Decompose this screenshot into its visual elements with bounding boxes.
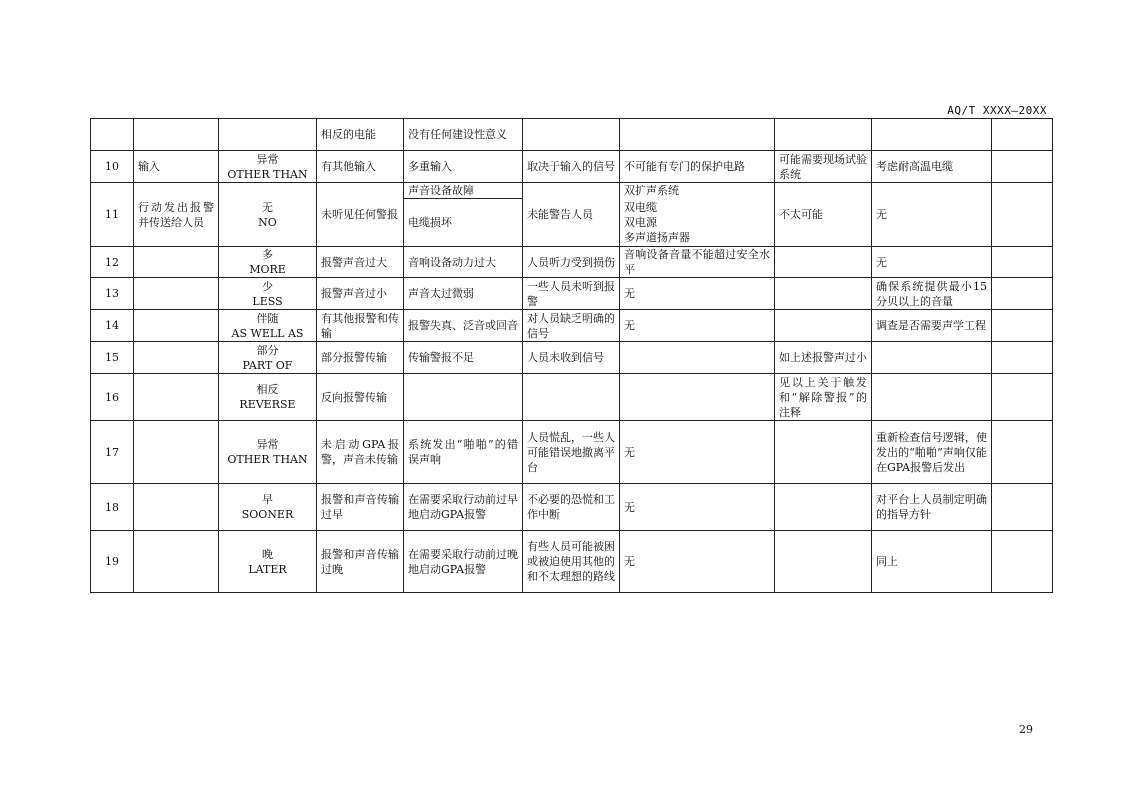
cell-no: 14 xyxy=(91,310,134,342)
cell-action: 确保系统提供最小15分贝以上的音量 xyxy=(872,278,992,310)
table-row xyxy=(91,119,1053,151)
cell-cause: 在需要采取行动前过晚地启动GPA报警 xyxy=(404,531,523,593)
guideword-cn: 多 xyxy=(262,248,273,261)
table-row xyxy=(91,342,1053,374)
cell-guideword xyxy=(219,484,317,531)
guideword-cn: 伴随 xyxy=(256,311,279,325)
cell-safeguard xyxy=(620,119,775,151)
cell-action xyxy=(872,342,992,374)
cell-element xyxy=(134,484,219,531)
cell-extra xyxy=(992,342,1053,374)
guideword-en: REVERSE xyxy=(239,398,296,411)
cell-deviation: 报警声音过大 xyxy=(317,247,404,278)
document-code: AQ/T XXXX—20XX xyxy=(947,104,1047,117)
cell-guideword xyxy=(219,421,317,484)
cell-action: 重新检查信号逻辑，使发出的“啪啪”声响仅能在GPA报警后发出 xyxy=(872,421,992,484)
cell-consequence xyxy=(523,374,620,421)
cell-element xyxy=(134,278,219,310)
cell-guideword xyxy=(219,119,317,151)
guideword-cn: 异常 xyxy=(256,438,279,451)
guideword-en: OTHER THAN xyxy=(227,453,308,466)
cell-action xyxy=(872,374,992,421)
cell-no: 19 xyxy=(91,531,134,593)
cell-no: 15 xyxy=(91,342,134,374)
cell-guideword xyxy=(219,310,317,342)
cell-deviation: 反向报警传输 xyxy=(317,374,404,421)
cell-guideword xyxy=(219,342,317,374)
guideword-en: NO xyxy=(258,215,277,229)
cell-extra xyxy=(992,531,1053,593)
guideword-en: LESS xyxy=(252,294,283,308)
cell-cause xyxy=(404,374,523,421)
cell-element xyxy=(134,342,219,374)
cell-element xyxy=(134,310,219,342)
cell-extra xyxy=(992,374,1053,421)
cell-comment: 见以上关于触发和“解除警报”的注释 xyxy=(775,374,872,421)
guideword-cn: 相反 xyxy=(256,383,279,396)
cell-safeguard: 音响设备音量不能超过安全水平 xyxy=(620,247,775,278)
table-row xyxy=(91,247,1053,278)
cell-action: 调查是否需要声学工程 xyxy=(872,310,992,342)
cell-extra xyxy=(992,278,1053,310)
cell-deviation: 有其他输入 xyxy=(317,151,404,183)
cell-comment xyxy=(775,531,872,593)
cell-cause: 传输警报不足 xyxy=(404,342,523,374)
guideword-en: PART OF xyxy=(242,358,293,372)
cell-comment xyxy=(775,278,872,310)
cell-cause: 声音太过微弱 xyxy=(404,278,523,310)
cell-no xyxy=(91,119,134,151)
cell-action: 对平台上人员制定明确的指导方针 xyxy=(872,484,992,531)
cell-deviation: 部分报警传输 xyxy=(317,342,404,374)
table-row xyxy=(91,151,1053,183)
guideword-en: MORE xyxy=(249,263,286,276)
guideword-cn: 晚 xyxy=(262,547,273,561)
guideword-cn: 早 xyxy=(262,493,273,506)
safeguard-line: 双电缆 xyxy=(624,200,657,214)
cell-safeguard-a: 双扩声系统 xyxy=(620,183,775,199)
guideword-cn: 少 xyxy=(262,279,273,293)
cell-safeguard xyxy=(620,342,775,374)
cell-comment: 不太可能 xyxy=(775,183,872,247)
cell-deviation: 有其他报警和传输 xyxy=(317,310,404,342)
cell-consequence: 取决于输入的信号 xyxy=(523,151,620,183)
cell-extra xyxy=(992,119,1053,151)
cell-consequence: 人员慌乱，一些人可能错误地撤离平台 xyxy=(523,421,620,484)
cell-guideword xyxy=(219,278,317,310)
cell-action xyxy=(872,119,992,151)
cell-extra xyxy=(992,421,1053,484)
cell-comment xyxy=(775,310,872,342)
cell-no: 12 xyxy=(91,247,134,278)
cell-action: 考虑耐高温电缆 xyxy=(872,151,992,183)
safeguard-line: 双电源 xyxy=(624,215,657,229)
cell-consequence: 人员听力受到损伤 xyxy=(523,247,620,278)
cell-consequence xyxy=(523,119,620,151)
cell-element: 输入 xyxy=(134,151,219,183)
cell-extra xyxy=(992,484,1053,531)
cell-element xyxy=(134,421,219,484)
cell-safeguard: 无 xyxy=(620,310,775,342)
guideword-cn: 部分 xyxy=(256,343,279,357)
cell-safeguard: 无 xyxy=(620,278,775,310)
cell-comment xyxy=(775,484,872,531)
cell-comment: 可能需要现场试验系统 xyxy=(775,151,872,183)
cell-consequence: 有些人员可能被困或被迫使用其他的和不太理想的路线 xyxy=(523,531,620,593)
cell-action: 无 xyxy=(872,247,992,278)
cell-consequence: 未能警告人员 xyxy=(523,183,620,247)
cell-deviation: 未启动GPA报警，声音未传输 xyxy=(317,421,404,484)
cell-safeguard xyxy=(620,374,775,421)
cell-extra xyxy=(992,151,1053,183)
cell-extra xyxy=(992,247,1053,278)
table-row xyxy=(91,421,1053,484)
cell-no: 13 xyxy=(91,278,134,310)
guideword-en: LATER xyxy=(248,562,287,576)
guideword-en: SOONER xyxy=(241,508,294,521)
cell-comment: 如上述报警声过小 xyxy=(775,342,872,374)
cell-cause: 系统发出“啪啪”的错误声响 xyxy=(404,421,523,484)
cell-comment xyxy=(775,119,872,151)
cell-deviation: 报警和声音传输过晚 xyxy=(317,531,404,593)
cell-deviation: 未听见任何警报 xyxy=(317,183,404,247)
page-number: 29 xyxy=(1019,723,1033,736)
cell-action: 同上 xyxy=(872,531,992,593)
cell-no: 17 xyxy=(91,421,134,484)
cell-cause: 没有任何建设性意义 xyxy=(404,119,523,151)
cell-consequence: 不必要的恐慌和工作中断 xyxy=(523,484,620,531)
cell-cause: 在需要采取行动前过早地启动GPA报警 xyxy=(404,484,523,531)
hazop-table xyxy=(90,118,1053,593)
cell-cause: 音响设备动力过大 xyxy=(404,247,523,278)
cell-guideword xyxy=(219,183,317,247)
cell-no: 18 xyxy=(91,484,134,531)
table-row xyxy=(91,484,1053,531)
cell-deviation: 相反的电能 xyxy=(317,119,404,151)
guideword-en: OTHER THAN xyxy=(227,167,308,181)
cell-cause-a: 声音设备故障 xyxy=(404,183,523,199)
cell-element xyxy=(134,374,219,421)
cell-safeguard: 无 xyxy=(620,531,775,593)
cell-guideword xyxy=(219,151,317,183)
table-row xyxy=(91,278,1053,310)
cell-no: 10 xyxy=(91,151,134,183)
cell-safeguard-b xyxy=(620,199,775,247)
cell-consequence: 一些人员未听到报警 xyxy=(523,278,620,310)
cell-safeguard: 无 xyxy=(620,421,775,484)
cell-element xyxy=(134,119,219,151)
table-row xyxy=(91,531,1053,593)
cell-extra xyxy=(992,183,1053,247)
cell-comment xyxy=(775,247,872,278)
table-row xyxy=(91,310,1053,342)
cell-action: 无 xyxy=(872,183,992,247)
cell-element xyxy=(134,247,219,278)
cell-no: 11 xyxy=(91,183,134,247)
cell-element xyxy=(134,531,219,593)
cell-consequence: 人员未收到信号 xyxy=(523,342,620,374)
table-row xyxy=(91,374,1053,421)
cell-extra xyxy=(992,310,1053,342)
guideword-cn: 无 xyxy=(262,200,273,214)
guideword-cn: 异常 xyxy=(256,152,279,166)
cell-cause: 多重输入 xyxy=(404,151,523,183)
cell-deviation: 报警声音过小 xyxy=(317,278,404,310)
cell-comment xyxy=(775,421,872,484)
cell-guideword xyxy=(219,531,317,593)
table-row xyxy=(91,183,1053,199)
cell-cause: 报警失真、泛音或回音 xyxy=(404,310,523,342)
cell-deviation: 报警和声音传输过早 xyxy=(317,484,404,531)
guideword-en: AS WELL AS xyxy=(231,326,304,340)
cell-element: 行动发出报警并传送给人员 xyxy=(134,183,219,247)
cell-safeguard: 无 xyxy=(620,484,775,531)
cell-cause-b: 电缆损坏 xyxy=(404,199,523,247)
cell-safeguard: 不可能有专门的保护电路 xyxy=(620,151,775,183)
cell-consequence: 对人员缺乏明确的信号 xyxy=(523,310,620,342)
cell-guideword xyxy=(219,374,317,421)
cell-no: 16 xyxy=(91,374,134,421)
safeguard-line: 多声道扬声器 xyxy=(624,230,690,244)
cell-guideword xyxy=(219,247,317,278)
